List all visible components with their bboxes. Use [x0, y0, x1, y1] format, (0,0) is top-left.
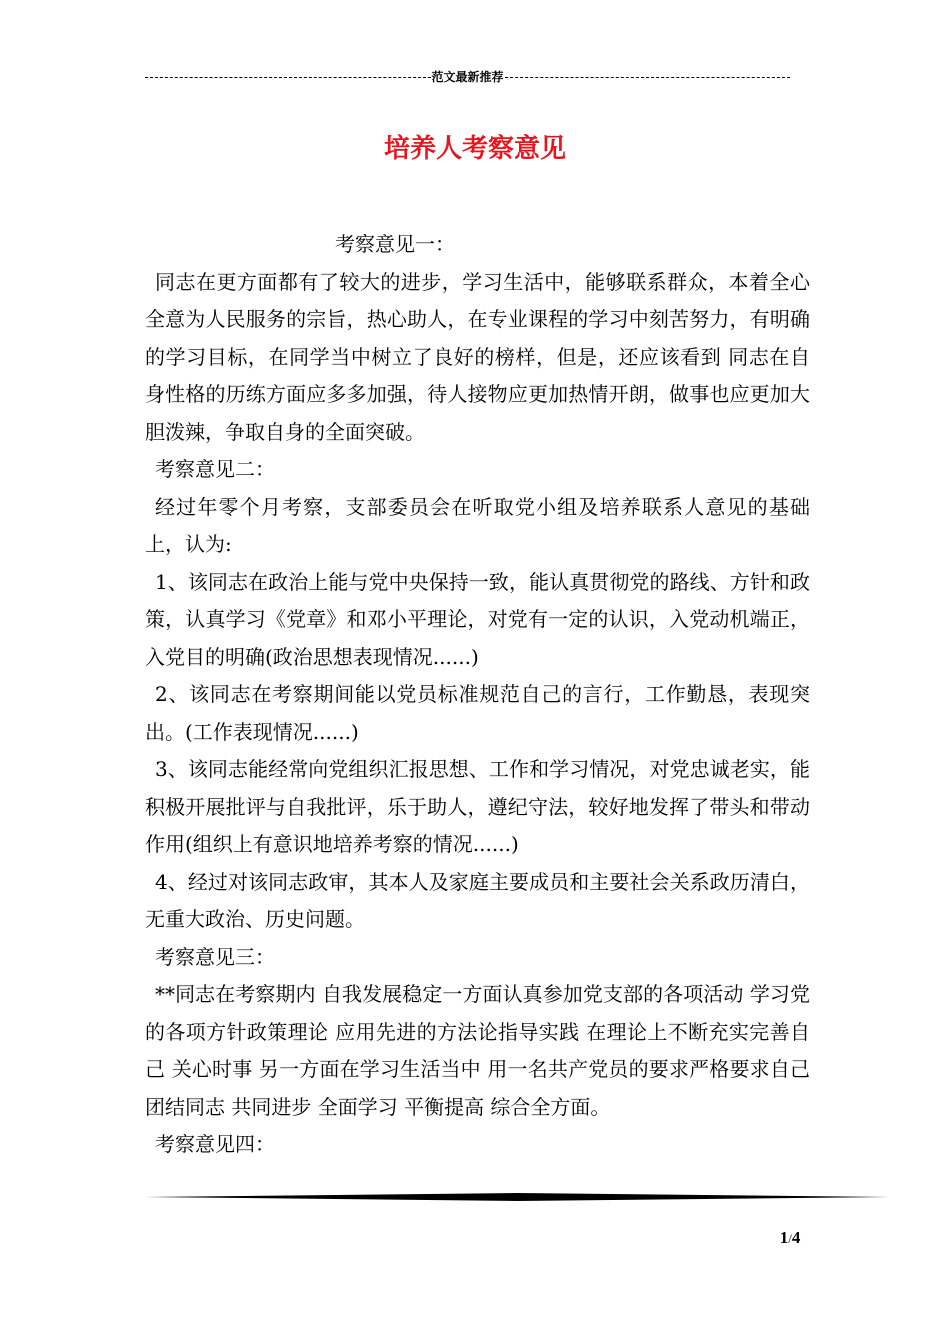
page-header: [145, 66, 790, 86]
paragraph-opinion-3: **同志在考察期内 自我发展稳定一方面认真参加党支部的各项活动 学习党的各项方针政策理论 应用先进的方法论指导实践 在理论上不断充实完善自己 关心时事 另一方面在学习生活当中 用一名共产党员的要求严格要求自己 团结同志 共同进步 全面学习 平衡提高 综合全方面。: [145, 982, 810, 1119]
document-title: 培养人考察意见: [383, 134, 566, 164]
header-dashes-right: [505, 77, 791, 78]
paragraph-opinion-2-item-3: 3、该同志能经常向党组织汇报思想、工作和学习情况，对党忠诚老实，能积极开展批评与自我批评，乐于助人，遵纪守法，较好地发挥了带头和带动作用(组织上有意识地培养考察的情况......): [145, 757, 810, 856]
section-heading-4: 考察意见四：: [155, 1132, 275, 1156]
section-heading-3: 考察意见三：: [155, 944, 275, 969]
section-heading-2: 考察意见二：: [155, 457, 275, 481]
header-dashes-left: [145, 77, 431, 78]
page-current: 1: [779, 1228, 789, 1247]
paragraph-opinion-1: 同志在更方面都有了较大的进步，学习生活中，能够联系群众，本着全心全意为人民服务的宗旨，热心助人，在专业课程的学习中刻苦努力，有明确的学习目标，在同学当中树立了良好的榜样，但是，还应该看到 同志在自身性格的历练方面应多多加强，待人接物应更加热情开朗，做事也应更加大胆泼辣，争取自身的全面突破。: [145, 269, 810, 444]
paragraph-opinion-2-item-2: 2、该同志在考察期间能以党员标准规范自己的言行，工作勤恳，表现突出。(工作表现情况......): [145, 682, 810, 744]
section-heading-1: 考察意见一：: [335, 232, 455, 256]
paragraph-opinion-2-item-1: 1、该同志在政治上能与党中央保持一致，能认真贯彻党的路线、方针和政策，认真学习《党章》和邓小平理论，对党有一定的认识，入党动机端正，入党目的明确(政治思想表现情况......): [145, 569, 810, 669]
page-total: 4: [791, 1228, 801, 1247]
page-number: [760, 1228, 820, 1248]
page-separator: /: [788, 1231, 792, 1246]
header-label: 范文最新推荐: [431, 69, 504, 84]
paragraph-opinion-2-item-4: 4、经过对该同志政审，其本人及家庭主要成员和主要社会关系政历清白，无重大政治、历史问题。: [145, 869, 810, 931]
document-body: [145, 226, 810, 1164]
paragraph-opinion-2-intro: 经过年零个月考察，支部委员会在听取党小组及培养联系人意见的基础上，认为:: [145, 494, 810, 556]
footer-divider: [145, 1192, 890, 1202]
